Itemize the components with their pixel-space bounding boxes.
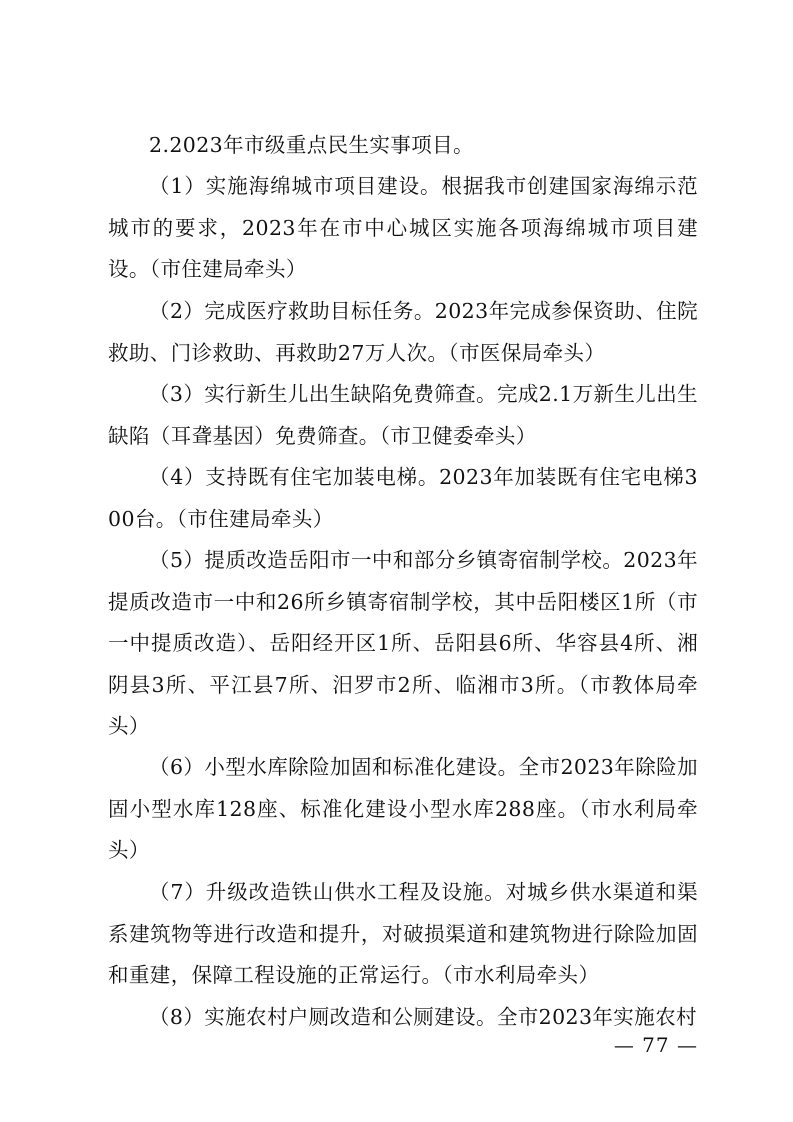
paragraph-item-7: （7）升级改造铁山供水工程及设施。对城乡供水渠道和渠系建筑物等进行改造和提升，对破损渠道和建筑物进行除险加固和重建，保障工程设施的正常运行。（市水利局牵头） xyxy=(108,880,698,987)
paragraph-item-4: （4）支持既有住宅加装电梯。2023年加装既有住宅电梯300台。（市住建局牵头） xyxy=(108,465,698,531)
section-heading: 2.2023年市级重点民生实事项目。 xyxy=(149,133,474,157)
paragraph-item-5: （5）提质改造岳阳市一中和部分乡镇寄宿制学校。2023年提质改造市一中和26所乡镇寄宿制学校，其中岳阳楼区1所（市一中提质改造）、岳阳经开区1所、岳阳县6所、华容县4所、湘阴县3所、平江县7所、汨罗市2所、临湘市3所。（市教体局牵头） xyxy=(108,548,698,738)
paragraph-item-1: （1）实施海绵城市项目建设。根据我市创建国家海绵示范城市的要求，2023年在市中心城区实施各项海绵城市项目建设。（市住建局牵头） xyxy=(108,174,698,281)
paragraph-item-6: （6）小型水库除险加固和标准化建设。全市2023年除险加固小型水库128座、标准化建设小型水库288座。（市水利局牵头） xyxy=(108,755,698,862)
paragraph-item-8: （8）实施农村户厕改造和公厕建设。全市2023年实施农村 xyxy=(149,1005,697,1029)
paragraph-item-3: （3）实行新生儿出生缺陷免费筛查。完成2.1万新生儿出生缺陷（耳聋基因）免费筛查。（市卫健委牵头） xyxy=(108,382,698,448)
paragraph-item-2: （2）完成医疗救助目标任务。2023年完成参保资助、住院救助、门诊救助、再救助27万人次。（市医保局牵头） xyxy=(108,299,698,365)
page-number: — 77 — xyxy=(613,1033,698,1057)
